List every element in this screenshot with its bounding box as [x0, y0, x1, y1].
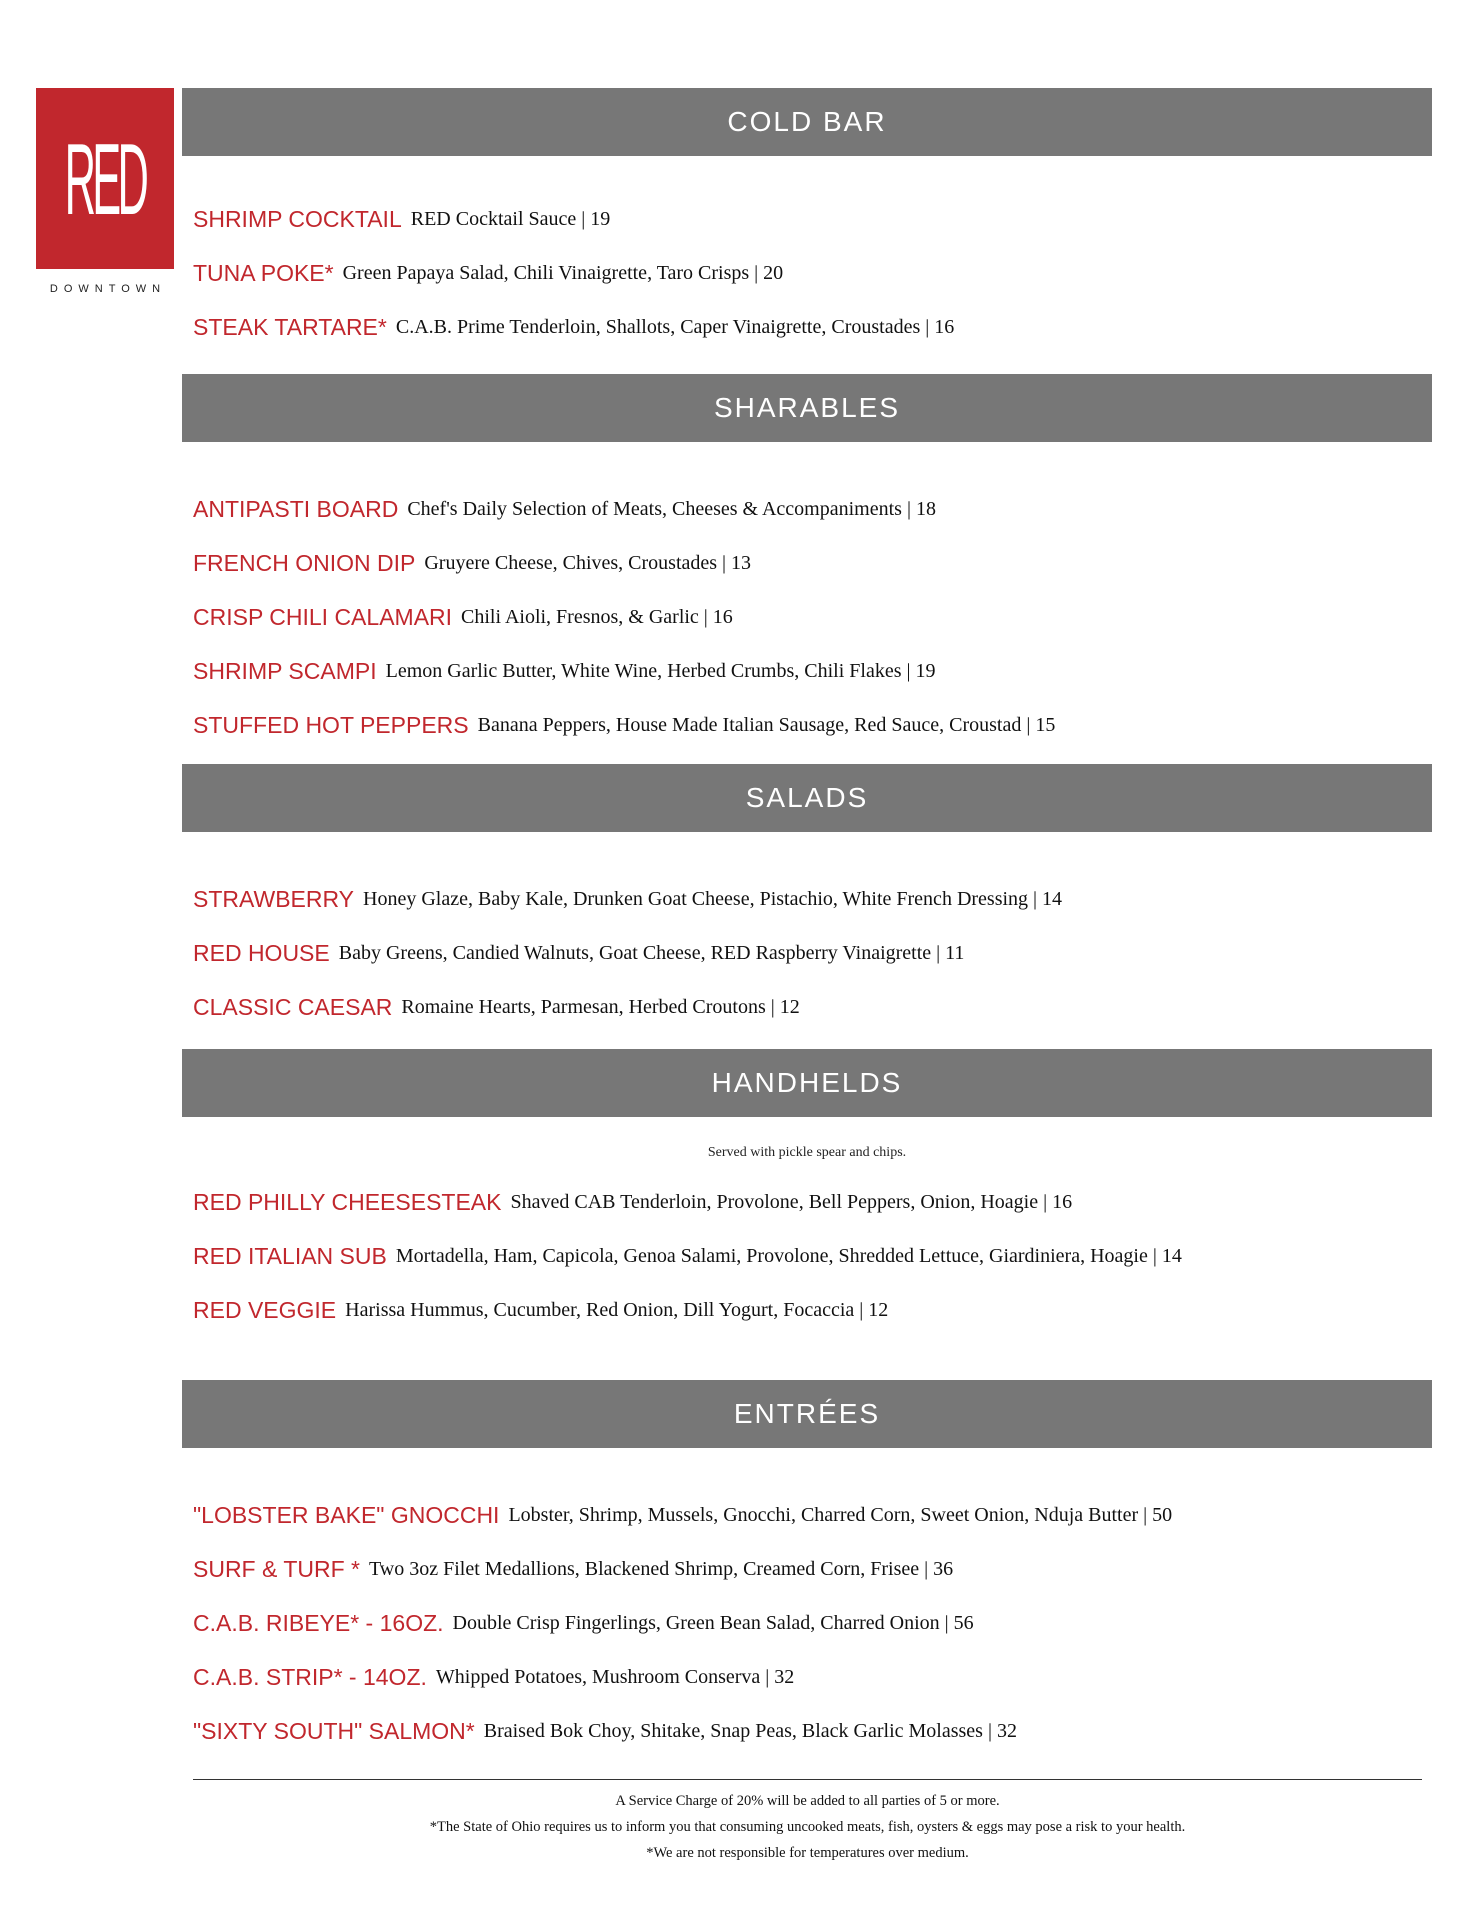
menu-item: [193, 1488, 1432, 1542]
health-warning: *The State of Ohio requires us to inform you that consuming uncooked meats, fish, oysters & eggs may pose a risk to your health.: [429, 1819, 1186, 1835]
menu-item: [193, 536, 1432, 590]
section-entrees: [182, 1380, 1432, 1778]
menu-footer: [193, 1779, 1422, 1866]
menu-item: [193, 926, 1432, 980]
item-description: C.A.B. Prime Tenderloin, Shallots, Caper Vinaigrette, Croustades | 16: [395, 315, 955, 338]
menu-item: [193, 192, 1432, 246]
menu-item: [193, 590, 1432, 644]
item-description: Whipped Potatoes, Mushroom Conserva | 32: [435, 1665, 795, 1688]
logo-word: RED: [64, 121, 146, 236]
section-cold-bar: [182, 88, 1432, 374]
item-description: Mortadella, Ham, Capicola, Genoa Salami, Provolone, Shredded Lettuce, Giardiniera, Hoagie | 14: [395, 1244, 1182, 1267]
section-header: ENTRÉES: [182, 1380, 1432, 1448]
item-name: CLASSIC CAESAR: [193, 993, 393, 1020]
item-name: TUNA POKE*: [193, 259, 334, 286]
restaurant-logo: [36, 88, 174, 295]
section-note: Served with pickle spear and chips.: [707, 1145, 907, 1160]
item-name: STRAWBERRY: [193, 885, 355, 912]
service-charge-note: A Service Charge of 20% will be added to all parties of 5 or more.: [615, 1793, 1000, 1809]
section-header: HANDHELDS: [182, 1049, 1432, 1117]
item-name: CRISP CHILI CALAMARI: [193, 603, 453, 630]
item-description: Chef's Daily Selection of Meats, Cheeses & Accompaniments | 18: [407, 497, 936, 520]
menu-item: [193, 300, 1432, 354]
menu-item: [193, 1283, 1432, 1337]
menu-item: [193, 1229, 1432, 1283]
section-header: SALADS: [182, 764, 1432, 832]
item-name: "LOBSTER BAKE" GNOCCHI: [193, 1501, 500, 1528]
item-name: ANTIPASTI BOARD: [193, 495, 399, 522]
item-description: Harissa Hummus, Cucumber, Red Onion, Dill Yogurt, Focaccia | 12: [345, 1298, 889, 1321]
section-sharables: [182, 374, 1432, 772]
menu: [182, 88, 1432, 1778]
item-name: RED HOUSE: [193, 939, 330, 966]
menu-item: [193, 644, 1432, 698]
item-name: "SIXTY SOUTH" SALMON*: [193, 1717, 475, 1744]
item-name: FRENCH ONION DIP: [193, 549, 416, 576]
menu-item: [193, 980, 1432, 1034]
item-name: RED ITALIAN SUB: [193, 1242, 387, 1269]
menu-item: [193, 1596, 1432, 1650]
section-header: SHARABLES: [182, 374, 1432, 442]
menu-item: [193, 698, 1432, 752]
item-description: Lemon Garlic Butter, White Wine, Herbed Crumbs, Chili Flakes | 19: [385, 659, 936, 682]
item-description: Baby Greens, Candied Walnuts, Goat Cheese, RED Raspberry Vinaigrette | 11: [338, 941, 965, 964]
item-name: SHRIMP SCAMPI: [193, 657, 377, 684]
item-description: Green Papaya Salad, Chili Vinaigrette, Taro Crisps | 20: [342, 261, 784, 284]
section-handhelds: [182, 1049, 1432, 1387]
item-name: SURF & TURF *: [193, 1555, 360, 1582]
menu-item: [193, 246, 1432, 300]
menu-item: [193, 1704, 1432, 1758]
item-description: RED Cocktail Sauce | 19: [410, 207, 611, 230]
item-name: STUFFED HOT PEPPERS: [193, 711, 469, 738]
item-name: STEAK TARTARE*: [193, 313, 387, 340]
menu-item: [193, 482, 1432, 536]
item-description: Double Crisp Fingerlings, Green Bean Salad, Charred Onion | 56: [452, 1611, 974, 1634]
item-description: Romaine Hearts, Parmesan, Herbed Croutons | 12: [401, 995, 800, 1018]
menu-item: [193, 1175, 1432, 1229]
item-name: SHRIMP COCKTAIL: [193, 205, 402, 232]
item-name: C.A.B. STRIP* - 14OZ.: [193, 1663, 427, 1690]
item-name: RED PHILLY CHEESESTEAK: [193, 1188, 502, 1215]
menu-item: [193, 1542, 1432, 1596]
section-salads: [182, 764, 1432, 1054]
menu-item: [193, 872, 1432, 926]
menu-item: [193, 1650, 1432, 1704]
item-description: Two 3oz Filet Medallions, Blackened Shrimp, Creamed Corn, Frisee | 36: [368, 1557, 954, 1580]
item-description: Honey Glaze, Baby Kale, Drunken Goat Cheese, Pistachio, White French Dressing | 14: [363, 887, 1063, 910]
section-header: COLD BAR: [182, 88, 1432, 156]
item-description: Gruyere Cheese, Chives, Croustades | 13: [424, 551, 752, 574]
item-description: Shaved CAB Tenderloin, Provolone, Bell Peppers, Onion, Hoagie | 16: [510, 1190, 1073, 1213]
item-description: Lobster, Shrimp, Mussels, Gnocchi, Charred Corn, Sweet Onion, Nduja Butter | 50: [508, 1503, 1173, 1526]
item-name: C.A.B. RIBEYE* - 16OZ.: [193, 1609, 444, 1636]
item-description: Banana Peppers, House Made Italian Sausage, Red Sauce, Croustad | 15: [477, 713, 1056, 736]
item-name: RED VEGGIE: [193, 1296, 337, 1323]
item-description: Chili Aioli, Fresnos, & Garlic | 16: [461, 605, 733, 628]
logo-box: [36, 88, 174, 269]
temperature-disclaimer: *We are not responsible for temperatures over medium.: [646, 1845, 969, 1861]
logo-subtitle: DOWNTOWN: [49, 283, 167, 295]
item-description: Braised Bok Choy, Shitake, Snap Peas, Black Garlic Molasses | 32: [483, 1719, 1017, 1742]
